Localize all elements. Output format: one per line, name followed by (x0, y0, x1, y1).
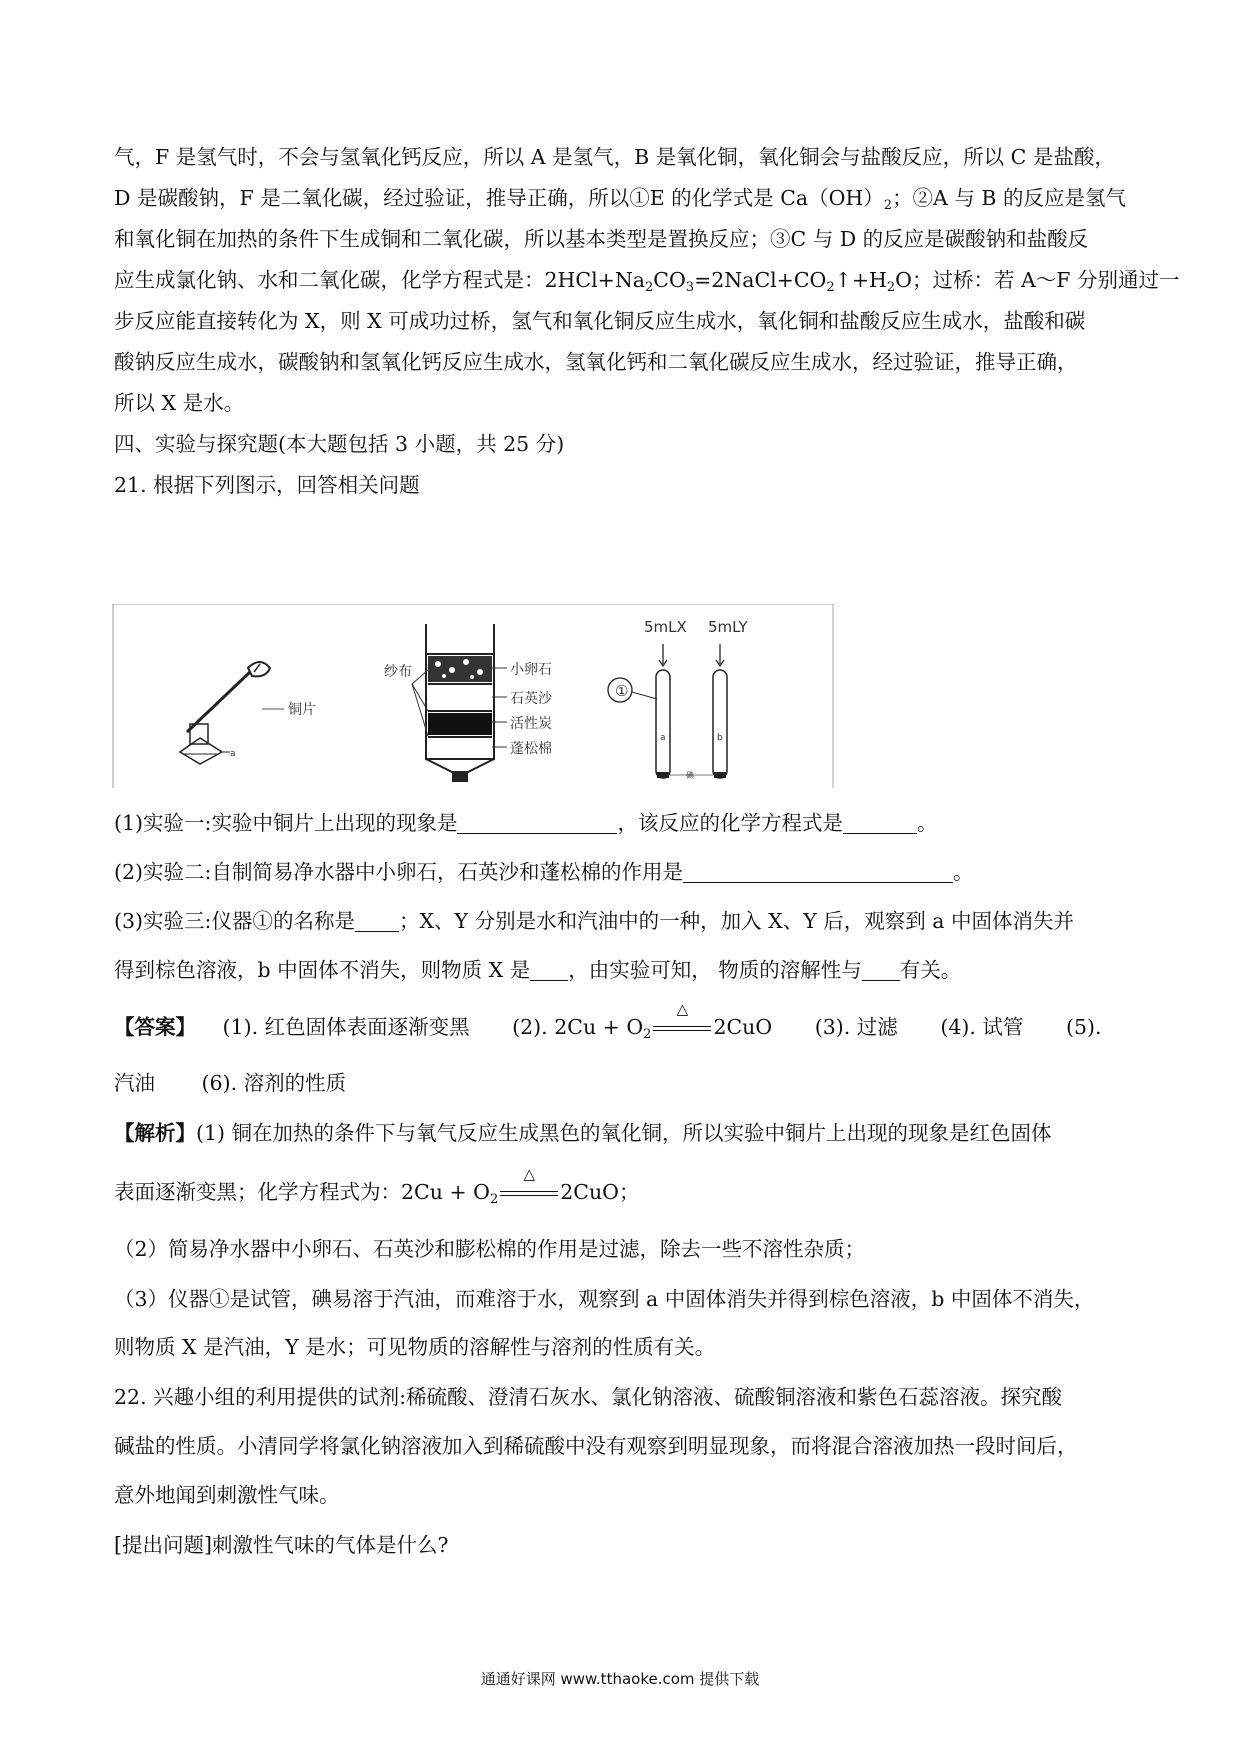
label-tube-b: b (717, 733, 723, 743)
subscript: 2 (645, 280, 654, 295)
label-cotton: 蓬松棉 (510, 741, 552, 757)
experiment-3-test-tubes (608, 618, 749, 780)
text-span: 碱盐的性质。小清同学将氯化钠溶液加入到稀硫酸中没有观察到明显现象，而将混合溶液加热一段时间后， (114, 1434, 1078, 1458)
answer-blank[interactable] (457, 811, 617, 834)
label-small-a: a (230, 749, 236, 759)
answer-6: (6). 溶剂的性质 (201, 1071, 347, 1095)
text-span: O；过桥：若 A～F 分别通过一 (895, 268, 1180, 292)
subscript: 3 (685, 280, 695, 295)
text-span: (1) 铜在加热的条件下与氧气反应生成黑色的氧化铜，所以实验中铜片上出现的现象是红色固体 (196, 1121, 1052, 1145)
label-quartz-sand: 石英沙 (510, 691, 552, 707)
text-line (114, 345, 1134, 379)
label-instrument-1: ① (615, 682, 629, 700)
label-5ml-y: 5mLY (708, 618, 748, 636)
subscript: 2 (826, 280, 835, 295)
answer-blank[interactable] (355, 909, 399, 932)
text-line (114, 222, 1134, 256)
text-span: (1)实验一:实验中铜片上出现的现象是 (114, 811, 458, 835)
question-21-part-3-cont (114, 953, 1134, 987)
answer-5: (5). (1065, 1015, 1102, 1039)
explanation-line (114, 1165, 1134, 1217)
label-gauze: 纱布 (384, 664, 412, 680)
explanation-line (114, 1232, 1134, 1266)
answer-blank[interactable] (862, 958, 900, 981)
heat-equals (498, 1165, 560, 1209)
text-span: 则物质 X 是汽油，Y 是水；可见物质的溶解性与溶剂的性质有关。 (114, 1335, 716, 1359)
label-activated-carbon: 活性炭 (510, 716, 552, 732)
section-heading (114, 427, 1134, 461)
text-span: D 是碳酸钠，F 是二氧化碳，经过验证，推导正确，所以①E 的化学式是 Ca（OH） (114, 186, 884, 210)
text-span: 意外地闻到刺激性气味。 (114, 1483, 340, 1507)
text-span: CO (653, 268, 686, 292)
question-21-part-1 (114, 806, 1134, 840)
subscript: 2 (883, 198, 893, 213)
text-span: 步反应能直接转化为 X，则 X 可成功过桥，氢气和氧化铜反应生成水，氧化铜和盐酸反应生成水，盐酸和碳 (114, 309, 1086, 333)
answer-line (114, 1000, 1134, 1052)
text-span: ，由实验可知， 物质的溶解性与 (568, 958, 862, 982)
answer-blank[interactable] (843, 811, 917, 834)
text-span: 应生成氯化钠、水和二氧化碳，化学方程式是：2HCl+Na (114, 268, 645, 292)
text-line (114, 181, 1134, 223)
subscript: 2 (489, 1192, 499, 1207)
experiment-figure (112, 604, 834, 788)
answer-4: (4). 试管 (940, 1015, 1024, 1039)
experiment-2-water-purifier (384, 624, 553, 782)
subscript: 2 (886, 280, 896, 295)
text-span: （3）仪器①是试管，碘易溶于汽油，而难溶于水，观察到 a 中固体消失并得到棕色溶液，b 中固体不消失， (114, 1287, 1095, 1311)
label-iodine: 碘 (686, 771, 694, 780)
text-span: 有关。 (899, 958, 962, 982)
text-span: 21. 根据下列图示，回答相关问题 (114, 473, 420, 497)
label-5ml-x: 5mLX (644, 618, 687, 636)
explanation-line (114, 1116, 1134, 1150)
answer-blank[interactable] (530, 958, 568, 981)
text-span: 气，F 是氢气时，不会与氢氧化钙反应，所以 A 是氢气，B 是氧化铜，氧化铜会与盐酸反应，所以 C 是盐酸， (114, 145, 1115, 169)
question-22-prompt (114, 1528, 1134, 1562)
text-span: =2NaCl+CO (694, 268, 827, 292)
text-span: [提出问题]刺激性气味的气体是什么? (114, 1533, 449, 1557)
question-21-part-2 (114, 855, 1134, 889)
answer-3: (3). 过滤 (814, 1015, 898, 1039)
page-footer: 通通好课网 www.tthaoke.com 提供下载 (480, 1670, 760, 1688)
text-span: 2CuO； (560, 1180, 640, 1204)
text-span: 。 (952, 860, 974, 884)
answer-1: (1). 红色固体表面逐渐变黑 (222, 1015, 470, 1039)
text-line (114, 140, 1134, 174)
answer-label: 【答案】 (114, 1015, 196, 1039)
answer-blank[interactable] (683, 860, 953, 883)
answer-2 (512, 1000, 773, 1052)
double-line (500, 1191, 558, 1196)
text-span: 。 (916, 811, 938, 835)
text-span: (2)实验二:自制简易净水器中小卵石，石英沙和蓬松棉的作用是 (114, 860, 683, 884)
explanation-line (114, 1282, 1134, 1316)
question-22-cont (114, 1429, 1134, 1463)
text-span: 和氧化铜在加热的条件下生成铜和二氧化碳，所以基本类型是置换反应；③C 与 D 的反应是碳酸钠和盐酸反 (114, 227, 1089, 251)
text-span: 所以 X 是水。 (114, 391, 245, 415)
answer-5-value: 汽油 (114, 1071, 155, 1095)
label-copper: 铜片 (288, 702, 316, 718)
explanation-line (114, 1330, 1134, 1364)
text-span: ；②A 与 B 的反应是氢气 (892, 186, 1126, 210)
explanation-label: 【解析】 (114, 1121, 196, 1145)
text-line (114, 386, 1134, 420)
text-span: 2CuO (713, 1015, 773, 1039)
text-span: 表面逐渐变黑；化学方程式为：2Cu + O (114, 1180, 490, 1204)
question-22 (114, 1380, 1134, 1414)
text-span: (2). 2Cu + O (512, 1015, 644, 1039)
delta-symbol: △ (523, 1165, 536, 1183)
subscript: 2 (643, 1027, 652, 1042)
text-span: 22. 兴趣小组的利用提供的试剂:稀硫酸、澄清石灰水、氯化钠溶液、硫酸铜溶液和紫色石蕊溶液。探究酸 (114, 1385, 1063, 1409)
text-span: ，该反应的化学方程式是 (617, 811, 843, 835)
question-22-cont (114, 1478, 1134, 1512)
question-21 (114, 468, 1134, 502)
question-21-part-3 (114, 904, 1134, 938)
text-line (114, 304, 1134, 338)
text-span: 得到棕色溶液，b 中固体不消失，则物质 X 是 (114, 958, 531, 982)
label-pebbles: 小卵石 (510, 662, 552, 678)
heat-equals (651, 1000, 713, 1044)
text-span: ；X、Y 分别是水和汽油中的一种，加入 X、Y 后，观察到 a 中固体消失并 (398, 909, 1075, 933)
text-span: 四、实验与探究题(本大题包括 3 小题，共 25 分) (114, 432, 565, 456)
double-line (653, 1026, 711, 1031)
text-span: 酸钠反应生成水，碳酸钠和氢氧化钙反应生成水，氢氧化钙和二氧化碳反应生成水，经过验证，推导正确， (114, 350, 1078, 374)
text-span: （2）简易净水器中小卵石、石英沙和膨松棉的作用是过滤，除去一些不溶性杂质； (114, 1237, 866, 1261)
delta-symbol: △ (676, 1000, 689, 1018)
answer-line-cont (114, 1066, 1134, 1100)
label-tube-a: a (660, 733, 666, 743)
experiment-illustration (112, 604, 834, 788)
text-span: (3)实验三:仪器①的名称是 (114, 909, 355, 933)
text-line (114, 263, 1180, 305)
text-span: ↑+H (834, 268, 887, 292)
experiment-1-apparatus (180, 662, 316, 764)
